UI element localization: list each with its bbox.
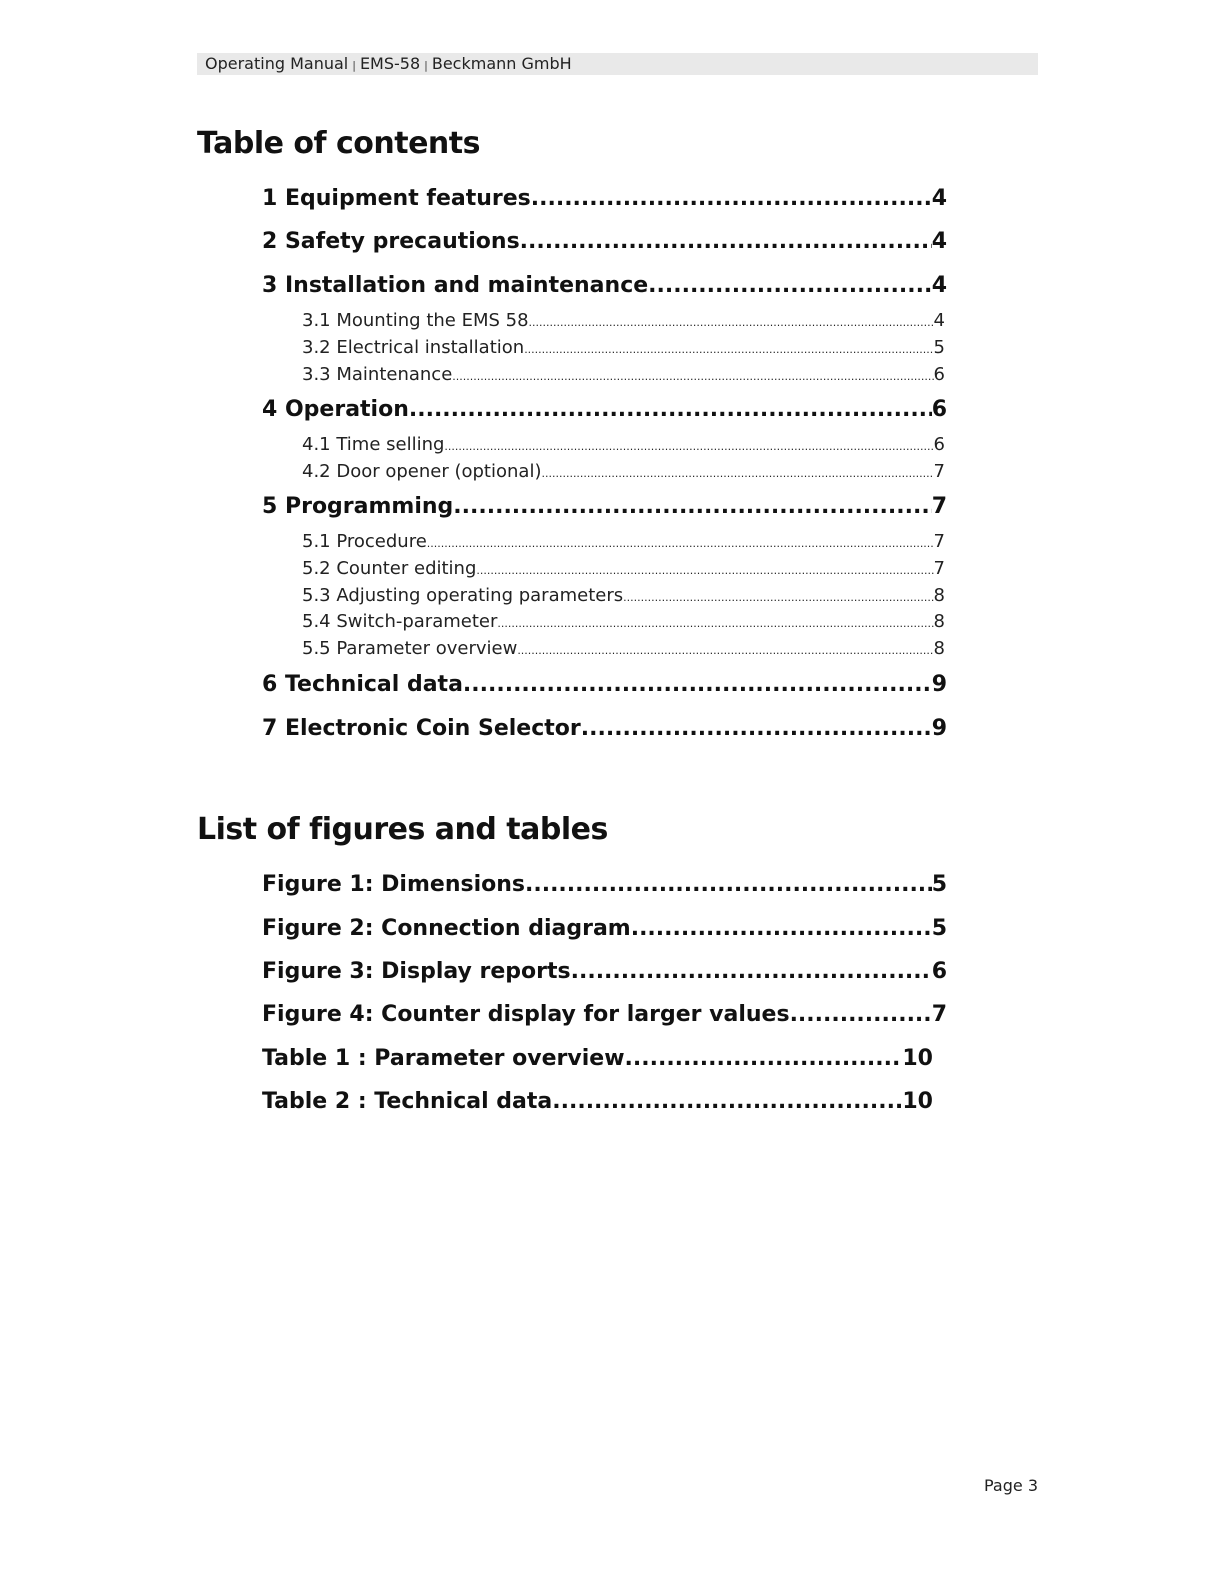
toc-entry-page: 8 (933, 585, 945, 606)
lof-entry-label: Table 2 : Technical data (262, 1089, 553, 1114)
dot-leader (531, 185, 932, 213)
dot-leader (476, 559, 933, 583)
lof-entry-page: 10 (902, 1046, 933, 1071)
dot-leader (648, 272, 932, 300)
dot-leader (409, 396, 932, 424)
dot-leader (790, 1001, 932, 1029)
lof-entry[interactable] (262, 1045, 933, 1073)
dot-leader (571, 958, 932, 986)
toc-entry-page: 5 (933, 337, 945, 358)
toc-entry-page: 6 (933, 364, 945, 385)
lof-entry-page: 10 (902, 1089, 933, 1114)
toc-entry-label: 3.2 Electrical installation (302, 337, 525, 358)
lof-entry[interactable] (262, 1088, 933, 1116)
toc-entry-page: 8 (933, 638, 945, 659)
toc-entry-page: 7 (933, 461, 945, 482)
dot-leader (631, 915, 932, 943)
lof-entry[interactable] (262, 1001, 947, 1029)
toc-entry-label: 3.3 Maintenance (302, 364, 453, 385)
toc-entry[interactable] (262, 272, 947, 300)
toc-entry-page: 4 (931, 186, 947, 211)
toc-entry[interactable] (262, 493, 947, 521)
header-separator: | (424, 59, 428, 72)
page-number: Page 3 (984, 1476, 1038, 1495)
dot-leader (525, 871, 932, 899)
lof-entry-page: 5 (931, 872, 947, 897)
toc-entry-label: 5.5 Parameter overview (302, 638, 518, 659)
toc-subentry[interactable] (302, 433, 945, 459)
lof-entry-label: Figure 4: Counter display for larger values (262, 1002, 790, 1027)
lof-entry[interactable] (262, 958, 947, 986)
header-company: Beckmann GmbH (431, 54, 572, 73)
toc-subentry[interactable] (302, 460, 945, 486)
toc-entry-page: 4 (931, 273, 947, 298)
toc-entry-label: 2 Safety precautions (262, 229, 520, 254)
dot-leader (581, 715, 932, 743)
toc-entry-page: 7 (933, 558, 945, 579)
toc-entry-page: 4 (933, 310, 945, 331)
toc-entry-label: 5 Programming (262, 494, 454, 519)
toc-entry-page: 9 (931, 672, 947, 697)
lof-entry-page: 7 (931, 1002, 947, 1027)
toc-entry-page: 7 (931, 494, 947, 519)
toc-entry-label: 6 Technical data (262, 672, 463, 697)
toc-entry-label: 3.1 Mounting the EMS 58 (302, 310, 529, 331)
lof-entry-label: Figure 1: Dimensions (262, 872, 525, 897)
toc-title: Table of contents (197, 126, 480, 161)
header-text (205, 54, 572, 76)
toc-entry-label: 3 Installation and maintenance (262, 273, 649, 298)
lof-entry-label: Figure 2: Connection diagram (262, 916, 631, 941)
dot-leader (524, 338, 933, 362)
toc-entry-page: 4 (931, 229, 947, 254)
dot-leader (517, 639, 933, 663)
dot-leader (552, 1088, 902, 1116)
toc-entry-page: 6 (933, 434, 945, 455)
toc-subentry[interactable] (302, 637, 945, 663)
toc-entry-label: 5.2 Counter editing (302, 558, 477, 579)
toc-subentry[interactable] (302, 363, 945, 389)
dot-leader (529, 311, 934, 335)
page-header (197, 53, 1038, 75)
dot-leader (463, 671, 932, 699)
lof-entry-label: Table 1 : Parameter overview (262, 1046, 625, 1071)
header-separator: | (352, 59, 356, 72)
toc-entry[interactable] (262, 185, 947, 213)
lof-entry[interactable] (262, 871, 947, 899)
lof-entry-page: 5 (931, 916, 947, 941)
dot-leader (444, 435, 933, 459)
toc-entry[interactable] (262, 396, 947, 424)
toc-entry-page: 8 (933, 611, 945, 632)
toc-subentry[interactable] (302, 584, 945, 610)
dot-leader (427, 532, 934, 556)
dot-leader (453, 493, 931, 521)
dot-leader (623, 586, 933, 610)
toc-entry[interactable] (262, 715, 947, 743)
toc-entry-label: 1 Equipment features (262, 186, 531, 211)
toc-entry-page: 9 (931, 716, 947, 741)
dot-leader (541, 462, 933, 486)
dot-leader (497, 612, 933, 636)
toc-entry-label: 4 Operation (262, 397, 409, 422)
toc-entry-label: 5.3 Adjusting operating parameters (302, 585, 624, 606)
toc-subentry[interactable] (302, 530, 945, 556)
toc-subentry[interactable] (302, 336, 945, 362)
toc-entry-label: 5.4 Switch-parameter (302, 611, 498, 632)
toc-entry-label: 5.1 Procedure (302, 531, 427, 552)
dot-leader (625, 1045, 903, 1073)
toc-subentry[interactable] (302, 309, 945, 335)
toc-entry-label: 7 Electronic Coin Selector (262, 716, 581, 741)
toc-subentry[interactable] (302, 557, 945, 583)
header-model: EMS-58 (359, 54, 421, 73)
dot-leader (520, 228, 932, 256)
dot-leader (452, 365, 933, 389)
toc-entry-label: 4.1 Time selling (302, 434, 445, 455)
lof-entry[interactable] (262, 915, 947, 943)
toc-subentry[interactable] (302, 610, 945, 636)
header-title: Operating Manual (205, 54, 349, 73)
lof-title: List of figures and tables (197, 812, 608, 847)
toc-entry[interactable] (262, 228, 947, 256)
toc-entry-label: 4.2 Door opener (optional) (302, 461, 542, 482)
toc-entry-page: 7 (933, 531, 945, 552)
lof-entry-label: Figure 3: Display reports (262, 959, 571, 984)
lof-entry-page: 6 (931, 959, 947, 984)
toc-entry-page: 6 (931, 397, 947, 422)
toc-entry[interactable] (262, 671, 947, 699)
